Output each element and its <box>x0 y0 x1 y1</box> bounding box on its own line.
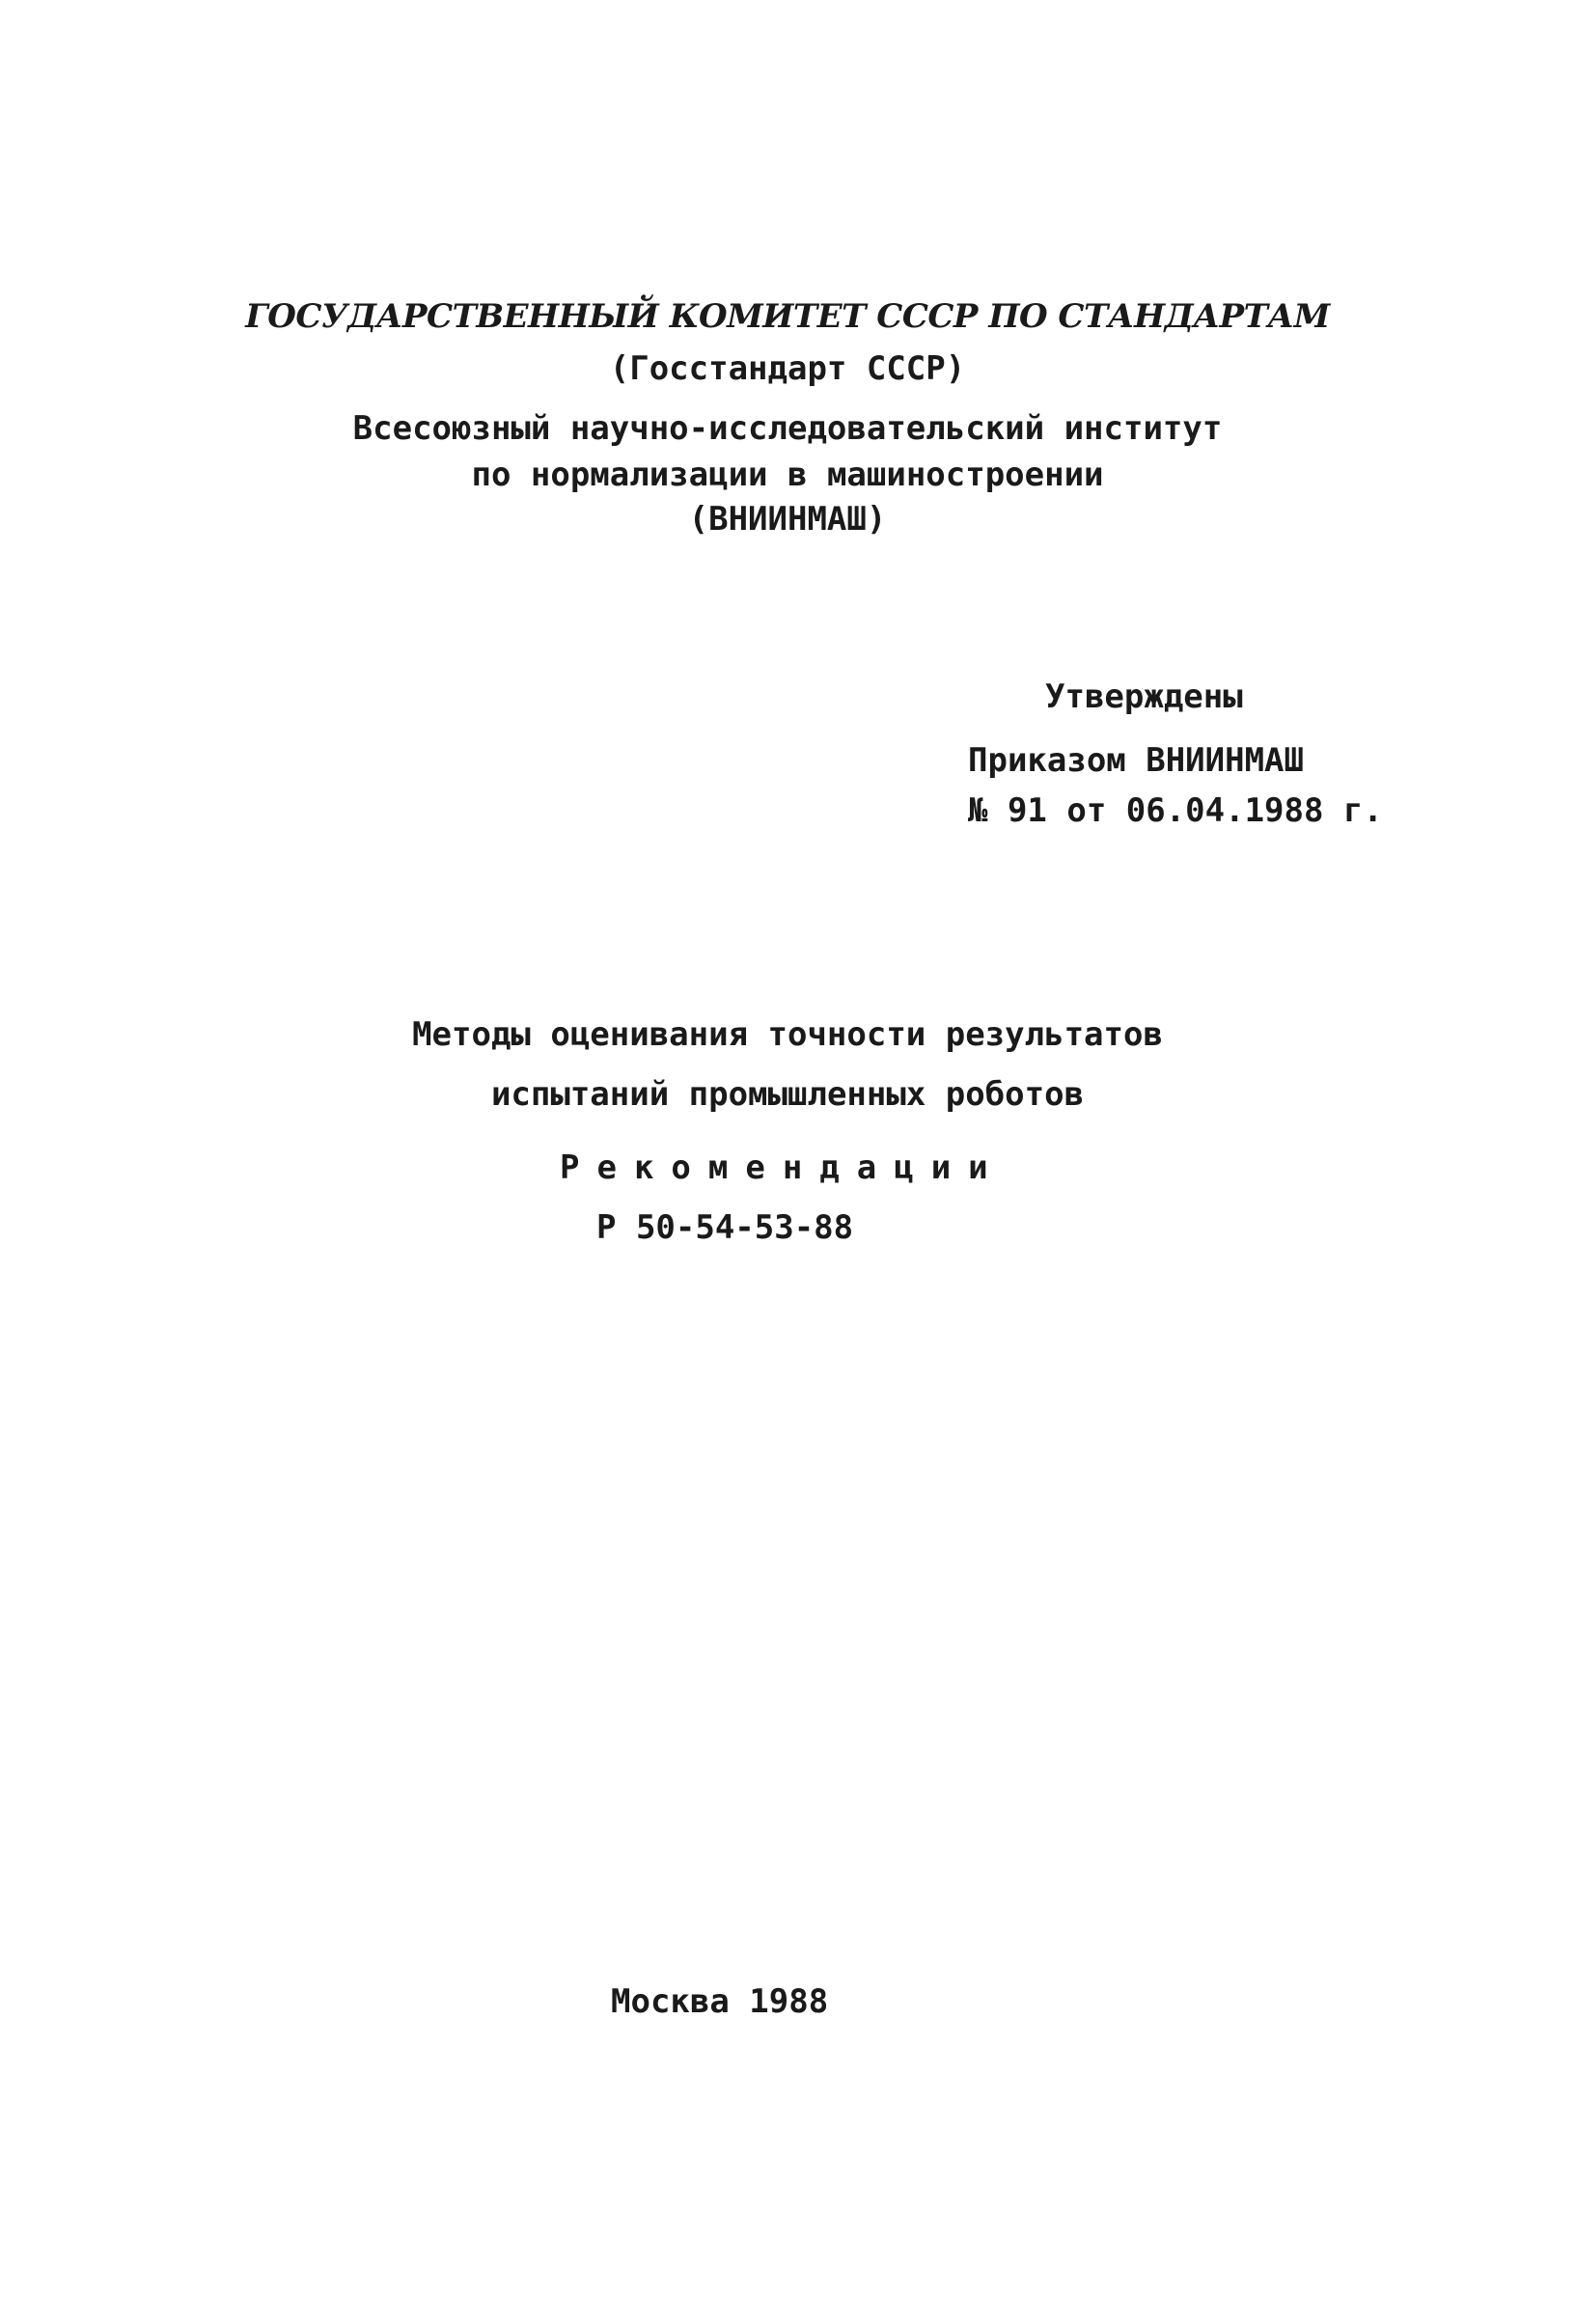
approval-order: Приказом ВНИИНМАШ <box>968 741 1304 780</box>
committee-name: ГОСУДАРСТВЕННЫЙ КОМИТЕТ СССР ПО СТАНДАРТАМ <box>245 297 1330 336</box>
approval-number-date: № 91 от 06.04.1988 г. <box>968 791 1383 830</box>
institute-name-line1: Всесоюзный научно-исследовательский институт <box>352 409 1223 448</box>
document-type: Рекомендации <box>560 1148 1006 1187</box>
committee-short-name: (Госстандарт СССР) <box>609 349 966 388</box>
document-title-line2: испытаний промышленных роботов <box>490 1075 1085 1114</box>
document-code: Р 50-54-53-88 <box>596 1208 854 1247</box>
institute-short-name: (ВНИИНМАШ) <box>688 500 887 539</box>
city-year: Москва 1988 <box>611 1982 829 2021</box>
approved-label: Утверждены <box>1045 678 1243 716</box>
institute-name-line2: по нормализации в машиностроении <box>471 456 1104 494</box>
document-title-line1: Методы оценивания точности результатов <box>412 1015 1163 1054</box>
